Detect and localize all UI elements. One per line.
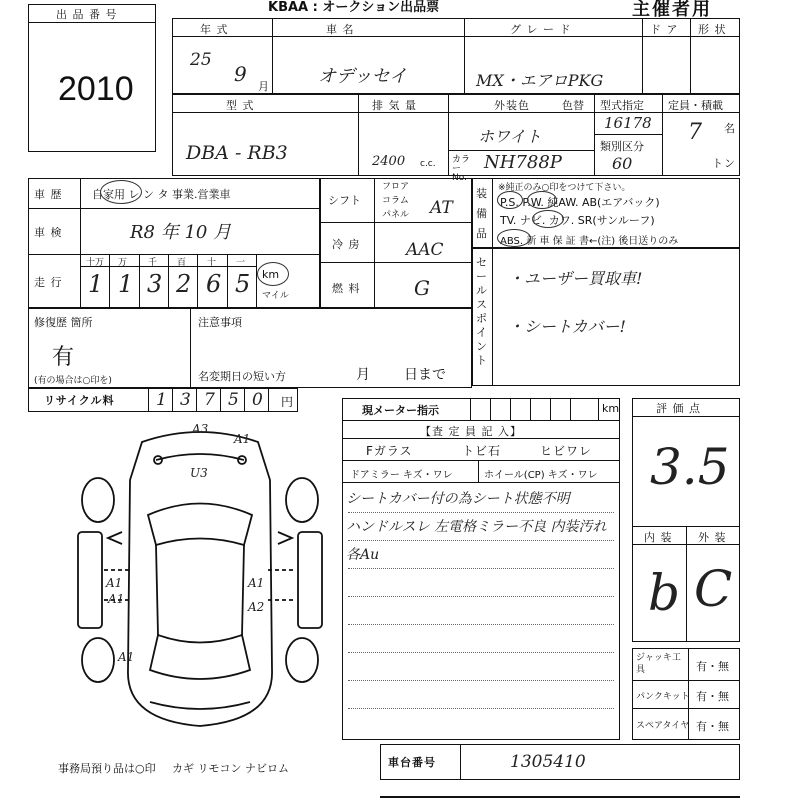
- inspector-title: 【査 定 員 記 入】: [420, 425, 522, 438]
- chassis-label: 車台番号: [388, 756, 436, 769]
- shift-value: AT: [430, 198, 453, 218]
- repair-value: 有: [52, 345, 75, 370]
- equipment-line3: ABS. 新 車 保 証 書←(注) 後日送りのみ: [500, 236, 679, 247]
- model-label: 車 名: [326, 23, 355, 36]
- meter-label: 現メーター指示: [362, 404, 439, 417]
- tobi-ishi-label: トビ石: [462, 444, 502, 458]
- damage-mark: A1: [234, 432, 251, 446]
- f-glass-label: Fガラス: [366, 444, 413, 458]
- unit-mile: マイル: [262, 291, 289, 301]
- repair-note: (有の場合は○印を): [34, 376, 112, 386]
- puncture-kit-label: パンクキット: [636, 692, 690, 702]
- displacement-label: 排 気 量: [372, 99, 417, 112]
- sales-point-line2: ・シートカバー!: [508, 317, 626, 336]
- pw-circle: [527, 191, 557, 209]
- unit-km: km: [262, 268, 280, 281]
- recycle-digit: 5: [228, 390, 239, 410]
- exterior-label: 外 装: [698, 531, 727, 544]
- inspector-note: 各Au: [346, 547, 380, 563]
- displacement-unit: c.c.: [420, 159, 436, 169]
- sales-point-side-label: セールスポイント: [476, 256, 487, 367]
- grade-label: グ レ ー ド: [510, 23, 572, 36]
- year-label: 年 式: [200, 23, 229, 36]
- rename-label: 名変期日の短い方: [198, 370, 286, 383]
- digit-header-10: 十: [207, 258, 217, 268]
- damage-mark: A2: [248, 600, 265, 614]
- shaken-value: R8 年 10 月: [130, 222, 232, 243]
- recycle-unit: 円: [281, 395, 294, 409]
- mileage-digit: 6: [206, 270, 222, 298]
- digit-header-100k: 十万: [86, 258, 105, 268]
- shift-label: シフト: [328, 194, 361, 207]
- puncture-kit-yes-no: 有・無: [696, 690, 729, 703]
- recycle-label: リサイクル料: [44, 394, 115, 407]
- lot-number: 2010: [58, 70, 134, 108]
- history-options: 自家用 レ ン タ 事業.営業車: [92, 188, 231, 201]
- capacity-unit: 名: [724, 122, 736, 135]
- type-label: 型 式: [226, 99, 255, 112]
- ac-value: AAC: [406, 240, 444, 260]
- shift-option-column: コラム: [382, 196, 409, 206]
- exterior-value: C: [694, 560, 733, 618]
- recycle-digit: 3: [180, 390, 191, 410]
- exterior-color-label: 外装色: [494, 99, 530, 112]
- notice-label: 注意事項: [198, 316, 242, 329]
- shape-label: 形 状: [698, 23, 727, 36]
- lot-number-label: 出 品 番 号: [56, 8, 118, 21]
- type-designation-label: 型式指定: [600, 99, 644, 112]
- equipment-line1: P.S. P.W. 純AW. AB(エアバック): [500, 196, 660, 209]
- equipment-line2: TV. ナビ. カワ. SR(サンルーフ): [500, 214, 655, 227]
- damage-mark: A1: [108, 592, 125, 606]
- damage-mark: A1: [106, 576, 123, 590]
- digit-header-1k: 千: [148, 258, 158, 268]
- abs-circle: [497, 229, 531, 247]
- year-value: 25: [190, 50, 212, 70]
- type-designation-value: 16178: [604, 114, 652, 132]
- door-mirror-label: ドアミラー キズ・ワレ: [350, 470, 453, 481]
- mileage-digit: 1: [88, 270, 104, 298]
- rating-score: 3.5: [650, 438, 730, 496]
- rating-label: 評 価 点: [656, 402, 701, 415]
- grade-value: MX・エアロPKG: [476, 71, 604, 90]
- recycle-digit: 7: [204, 390, 215, 410]
- damage-mark: A1: [248, 576, 265, 590]
- interior-value: b: [648, 564, 681, 622]
- ac-label: 冷 房: [332, 238, 361, 251]
- mileage-digit: 1: [118, 270, 134, 298]
- equipment-note: ※純正のみ○印をつけて下さい。: [498, 183, 631, 193]
- exterior-color-value: ホワイト: [478, 127, 542, 146]
- damage-mark: A1: [118, 650, 135, 664]
- navi-circle: [532, 210, 564, 228]
- meter-unit: km: [602, 402, 620, 415]
- shift-option-floor: フロア: [382, 182, 410, 192]
- form-owner-label: 主催者用: [632, 0, 712, 20]
- history-label: 車 歴: [34, 188, 63, 201]
- color-change-label: 色替: [562, 99, 584, 112]
- shift-option-panel: パネル: [382, 210, 410, 220]
- jack-label: ジャッキ工具: [636, 653, 681, 675]
- spare-tire-label: スペアタイヤ: [636, 721, 690, 731]
- month-value: 9: [234, 62, 247, 86]
- classification-label: 類別区分: [600, 140, 644, 153]
- office-items: カギ リモコン ナビロム: [172, 762, 289, 775]
- digit-header-1: 一: [236, 258, 246, 268]
- fuel-value: G: [414, 276, 430, 300]
- capacity-label: 定員・積載: [668, 99, 723, 112]
- classification-value: 60: [612, 154, 633, 173]
- mileage-label: 走 行: [34, 276, 63, 289]
- form-title: KBAA : オークション出品票: [268, 0, 440, 15]
- shaken-label: 車 検: [34, 226, 63, 239]
- color-no-label: カラーNo.: [452, 155, 471, 183]
- inspector-note: ハンドルスレ 左電格ミラー不良 内装汚れ: [346, 519, 607, 535]
- color-no-value: NH788P: [484, 152, 562, 173]
- private-use-circle: [100, 180, 142, 204]
- recycle-digit: 1: [156, 390, 167, 410]
- ton-unit: トン: [712, 157, 736, 170]
- office-note: 事務局預り品は○印: [58, 762, 156, 775]
- rename-day-label: 日まで: [404, 367, 446, 383]
- model-value: オデッセイ: [318, 66, 408, 87]
- crack-label: ヒビワレ: [540, 444, 593, 458]
- wheel-label: ホイール(CP) キズ・ワレ: [484, 470, 598, 481]
- damage-mark: U3: [190, 466, 208, 480]
- sales-point-line1: ・ユーザー買取車!: [508, 269, 643, 288]
- equipment-side-label: 装 備 品: [476, 187, 487, 240]
- rename-month-label: 月: [356, 367, 370, 383]
- fuel-label: 燃 料: [332, 282, 361, 295]
- digit-header-100: 百: [177, 258, 187, 268]
- inspector-note: シートカバー付の為シート状態不明: [346, 491, 570, 507]
- mileage-digit: 5: [235, 270, 251, 298]
- type-value: DBA - RB3: [186, 142, 288, 164]
- repair-label: 修復歴 箇所: [34, 316, 93, 329]
- damage-mark: A3: [192, 422, 209, 436]
- digit-header-10k: 万: [118, 258, 128, 268]
- displacement-value: 2400: [372, 154, 406, 169]
- mileage-digit: 2: [176, 270, 192, 298]
- jack-yes-no: 有・無: [696, 660, 729, 673]
- chassis-value: 1305410: [510, 752, 586, 772]
- km-circle: [257, 262, 289, 286]
- spare-tire-yes-no: 有・無: [696, 720, 729, 733]
- door-label: ド ア: [650, 23, 679, 36]
- capacity-value: 7: [688, 120, 702, 145]
- interior-label: 内 装: [644, 531, 673, 544]
- recycle-digit: 0: [252, 390, 263, 410]
- month-unit: 月: [258, 80, 270, 93]
- ps-circle: [497, 191, 523, 209]
- mileage-digit: 3: [147, 270, 163, 298]
